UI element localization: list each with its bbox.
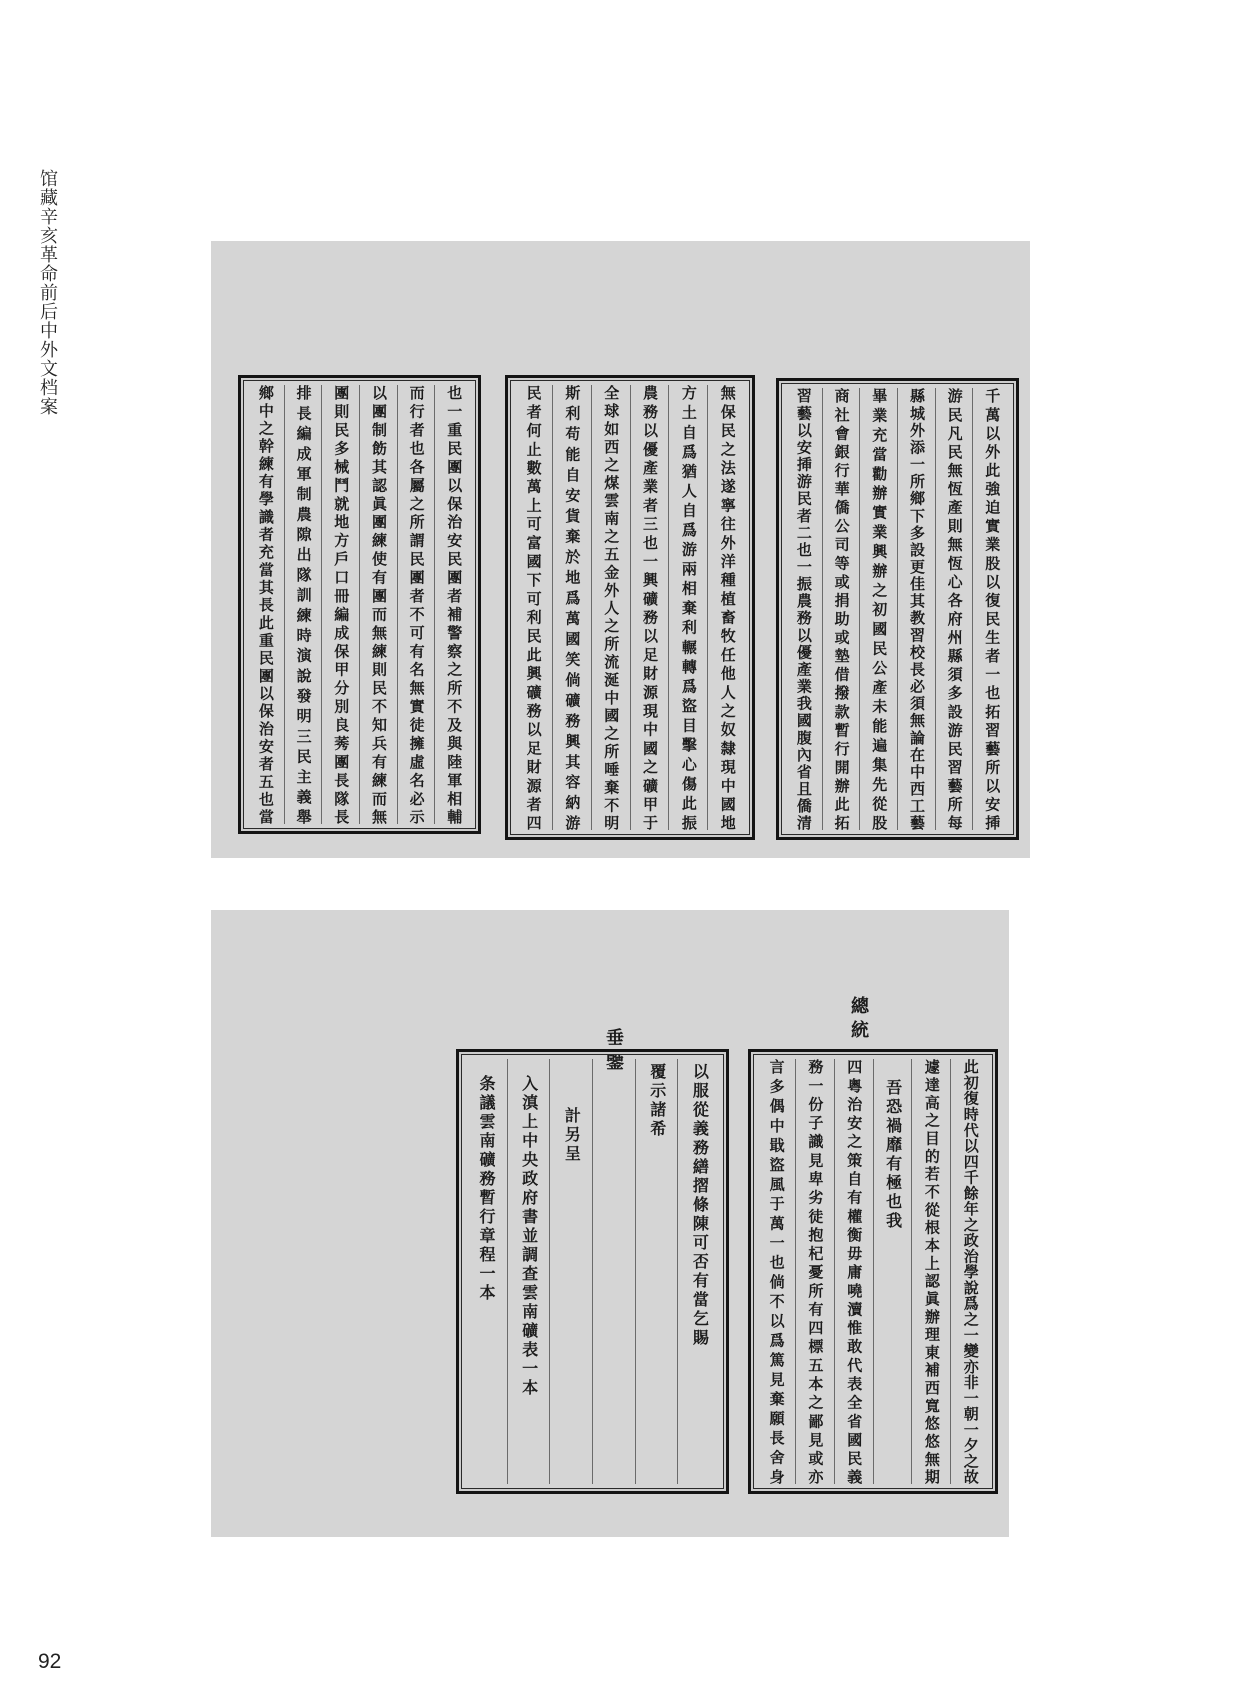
column-text: 此初復時代以四千餘年之政治學說爲之一變亦非一朝一夕之故 bbox=[961, 1059, 980, 1484]
column-text: 以團制飭其認眞團練使有團而無練則民不知兵有練而無 bbox=[369, 385, 388, 824]
column-text: 商社會銀行華僑公司等或捐助或墊借撥款暫行開辦此拓 bbox=[832, 388, 851, 830]
upper-left-leaf bbox=[238, 375, 481, 834]
column-text: 畢業充當勸辦實業興辦之初國民公產未能遍集先從股 bbox=[870, 388, 889, 830]
text-column bbox=[834, 1059, 873, 1484]
text-column bbox=[785, 388, 822, 830]
column-text: 千萬以外此強迫實業股以復民生者一也拓習藝所以安揷 bbox=[983, 388, 1002, 830]
text-column bbox=[911, 1059, 950, 1484]
column-text: 無保民之法遂寧往外洋種植畜牧任他人之奴隸現中國地 bbox=[718, 385, 737, 830]
text-column bbox=[972, 388, 1010, 830]
text-column bbox=[822, 388, 860, 830]
text-column bbox=[465, 1059, 507, 1484]
text-column bbox=[859, 388, 897, 830]
text-column bbox=[757, 1059, 795, 1484]
raised-heading-president: 總統 bbox=[848, 996, 869, 1044]
column-text: 習藝以安揷游民者二也一振農務以優產業我國腹內省且僑清 bbox=[794, 388, 813, 830]
column-text: 言多偶中戢盜風于萬一也倘不以爲篤見棄願長舍身 bbox=[767, 1059, 786, 1484]
text-column bbox=[950, 1059, 989, 1484]
text-column bbox=[935, 388, 973, 830]
column-text: 民者何止數萬上可富國下可利民此興礦務以足財源者四 bbox=[524, 385, 543, 830]
text-column bbox=[873, 1059, 912, 1484]
column-text: 吾恐禍靡有極也我 bbox=[883, 1079, 903, 1231]
text-column bbox=[795, 1059, 834, 1484]
text-column bbox=[397, 385, 435, 824]
column-text: 農務以優產業者三也一興礦務以足財源現中國之礦甲于 bbox=[641, 385, 660, 830]
text-column bbox=[247, 385, 284, 824]
column-text: 条議雲南礦務暫行章程一本 bbox=[477, 1075, 496, 1303]
lower-left-leaf bbox=[456, 1049, 729, 1494]
column-text: 全球如西之煤雲南之五金外人之所流涎中國之所唾棄不明 bbox=[602, 385, 621, 830]
text-column bbox=[707, 385, 746, 830]
lower-right-leaf bbox=[748, 1049, 998, 1494]
raised-heading-review: 垂鑒 bbox=[603, 1028, 624, 1076]
text-column bbox=[552, 385, 591, 830]
text-column bbox=[434, 385, 472, 824]
column-text: 鄉中之幹練有學識者充當其長此重民團以保治安者五也當 bbox=[256, 385, 275, 824]
column-text: 覆示諸希 bbox=[647, 1063, 667, 1139]
text-column bbox=[284, 385, 322, 824]
text-column bbox=[630, 385, 669, 830]
text-column bbox=[321, 385, 359, 824]
column-text: 四粵治安之策自有權衡毋庸嘵瀆惟敢代表全省國民義 bbox=[845, 1059, 864, 1484]
column-text: 排長編成軍制農隙出隊訓練時演說發明三民主義舉 bbox=[294, 385, 313, 824]
text-column bbox=[514, 385, 552, 830]
column-text: 方土自爲猶人自爲游兩相棄利輾轉爲盜目擊心傷此振 bbox=[679, 385, 698, 830]
book-title: 馆藏辛亥革命前后中外文档案 bbox=[37, 169, 58, 416]
column-text: 游民凡民無恆產則無恆心各府州縣須多設游民習藝所每 bbox=[945, 388, 964, 830]
upper-middle-leaf bbox=[505, 375, 755, 840]
column-text: 也一重民團以保治安民團者補警察之所不及與陸軍相輔 bbox=[445, 385, 464, 824]
column-text: 計另呈 bbox=[562, 1107, 582, 1164]
page-number: 92 bbox=[38, 1650, 62, 1673]
text-column bbox=[635, 1059, 678, 1484]
blank-column bbox=[592, 1059, 635, 1484]
text-column bbox=[507, 1059, 550, 1484]
column-text: 入滇上中央政府書並調查雲南礦表一本 bbox=[519, 1075, 539, 1398]
column-text: 而行者也各屬之所謂民團者不可有名無實徒擁虛名必示 bbox=[407, 385, 426, 824]
text-column bbox=[677, 1059, 720, 1484]
text-column bbox=[359, 385, 397, 824]
text-column bbox=[668, 385, 707, 830]
column-text: 團則民多械鬥就地方戶口冊編成保甲分別良莠團長隊長 bbox=[332, 385, 351, 824]
upper-scan-image bbox=[211, 241, 1030, 858]
text-column bbox=[549, 1059, 592, 1484]
column-text: 遽達高之目的若不從根本上認眞辦理東補西寬悠悠無期 bbox=[922, 1059, 941, 1484]
column-text: 以服從義務繕摺條陳可否有當乞賜 bbox=[690, 1063, 710, 1348]
text-column bbox=[591, 385, 630, 830]
upper-right-leaf bbox=[776, 378, 1019, 840]
column-text: 斯利苟能自安貨棄於地爲萬國笑倘礦務興其容納游 bbox=[563, 385, 582, 830]
column-text: 務一份子識見卑劣徒抱杞憂所有四標五本之鄙見或亦 bbox=[806, 1059, 825, 1484]
text-column bbox=[897, 388, 935, 830]
column-text: 縣城外添一所鄉下多設更佳其教習校長必須無論在中西工藝 bbox=[907, 388, 926, 830]
lower-scan-image bbox=[211, 910, 1009, 1537]
